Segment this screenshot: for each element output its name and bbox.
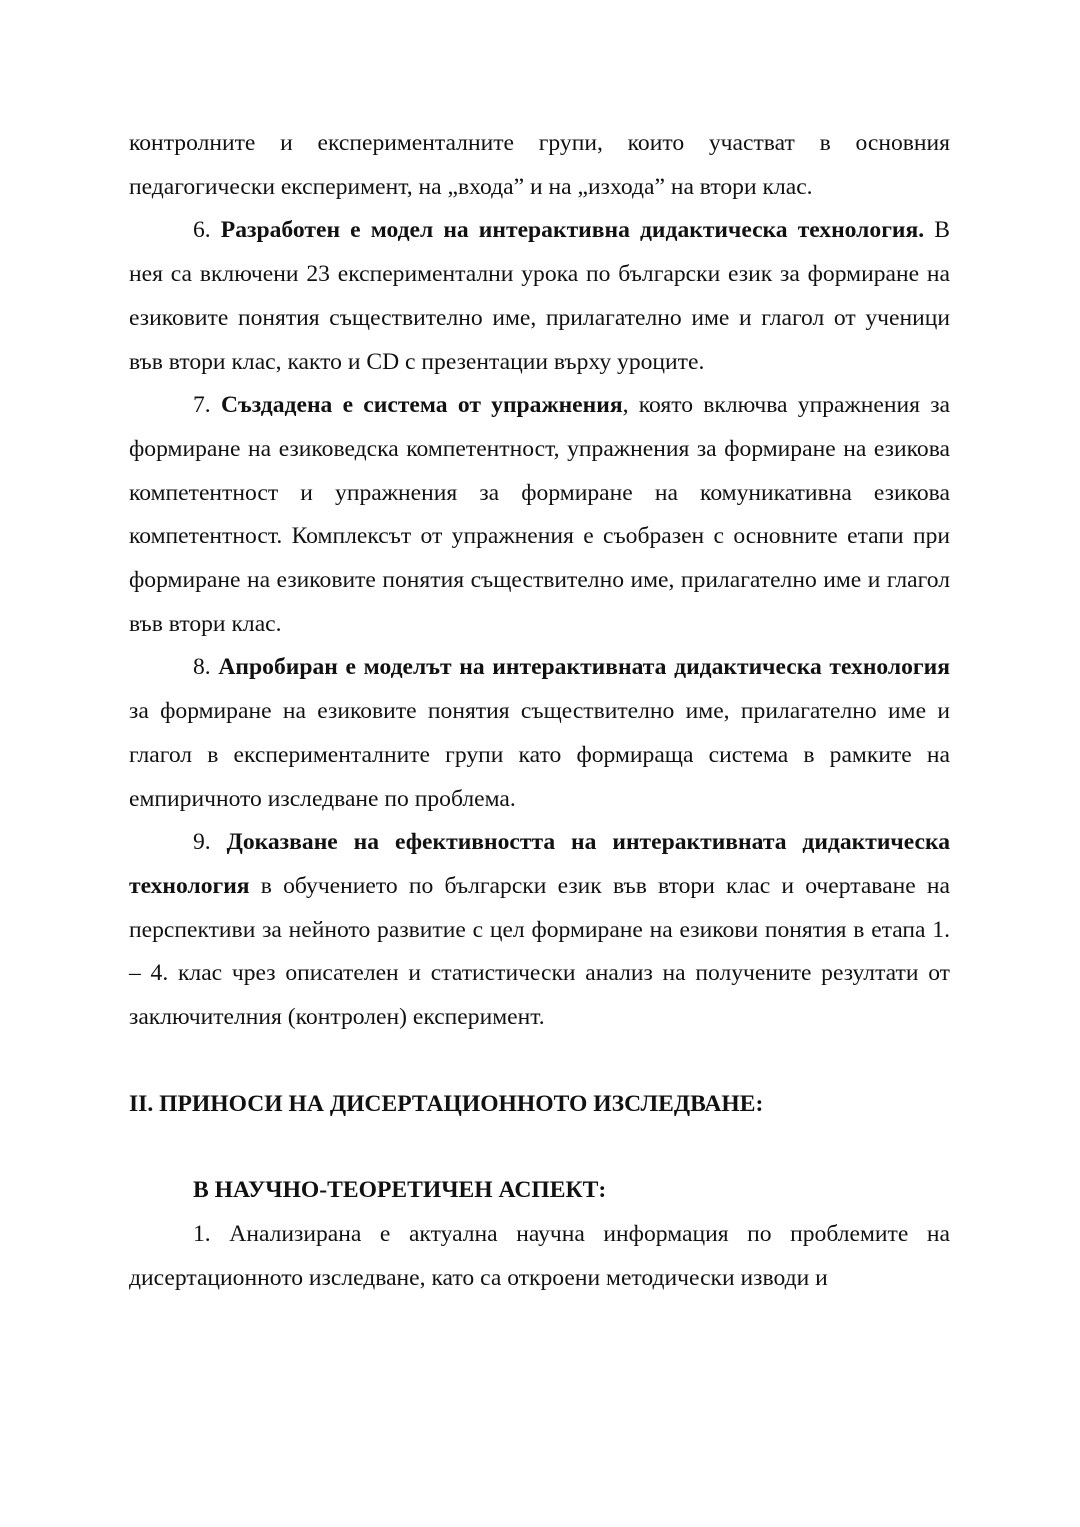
section-heading: II. ПРИНОСИ НА ДИСЕРТАЦИОННОТО ИЗСЛЕДВАНЕ: xyxy=(129,1090,764,1117)
item-text: в обучението по български език във втори клас и очертаване на перспективи за нейното развитие с цел формиране на езикови понятия в етапа 1. – 4. клас чрез описателен и статистически анализ на получените резултати от заключителния (контролен) експеримент. xyxy=(129,872,950,1031)
item-text: Анализирана е актуална научна информация по проблемите на дисертационното изследване, като са откроени методически изводи и xyxy=(129,1221,951,1291)
item-bold-lead: Доказване на ефективността на интерактивната дидактическа технология xyxy=(129,829,951,899)
contribution-item-1 xyxy=(129,1213,950,1300)
contribution-item-7 xyxy=(129,384,950,646)
item-text: , която включва упражнения за формиране на езиковедска компетентност, упражнения за формиране на езикова компетентност и упражнения за формиране на комуникативна езикова компетентност. Комплексът от упражнения е съобразен с основните етапи при формиране на езиковите понятия съществително име, прилагателно име и глагол във втори клас. xyxy=(129,392,951,637)
item-number: 1. xyxy=(193,1221,230,1248)
document-page xyxy=(129,122,950,1301)
item-number: 9. xyxy=(193,829,227,856)
item-bold-lead: Апробиран е моделът на интерактивната дидактическа технология xyxy=(218,654,951,681)
item-number: 8. xyxy=(193,654,219,681)
item-text: В нея са включени 23 експериментални урока по български език за формиране на езиковите понятия съществително име, прилагателно име и глагол от ученици във втори клас, както и CD с презентации върху уроците. xyxy=(129,217,951,375)
item-number: 7. xyxy=(193,392,221,419)
item-number: 6. xyxy=(193,217,221,244)
item-text: за формиране на езиковите понятия съществително име, прилагателно име и глагол в експерименталните групи като формираща система в рамките на емпиричното изследване по проблема. xyxy=(129,698,950,812)
contribution-item-6 xyxy=(129,209,950,384)
subsection-heading: В НАУЧНО-ТЕОРЕТИЧЕН АСПЕКТ: xyxy=(193,1177,607,1204)
item-bold-lead: Създадена е система от упражнения xyxy=(220,392,623,419)
item-bold-lead: Разработен е модел на интерактивна дидактическа технология. xyxy=(220,217,925,244)
paragraph-continuation: контролните и експерименталните групи, които участват в основния педагогически експеримент, на „входа” и на „изхода” на втори клас. xyxy=(129,130,950,200)
contribution-item-8 xyxy=(129,646,950,821)
contribution-item-9 xyxy=(129,821,950,1040)
